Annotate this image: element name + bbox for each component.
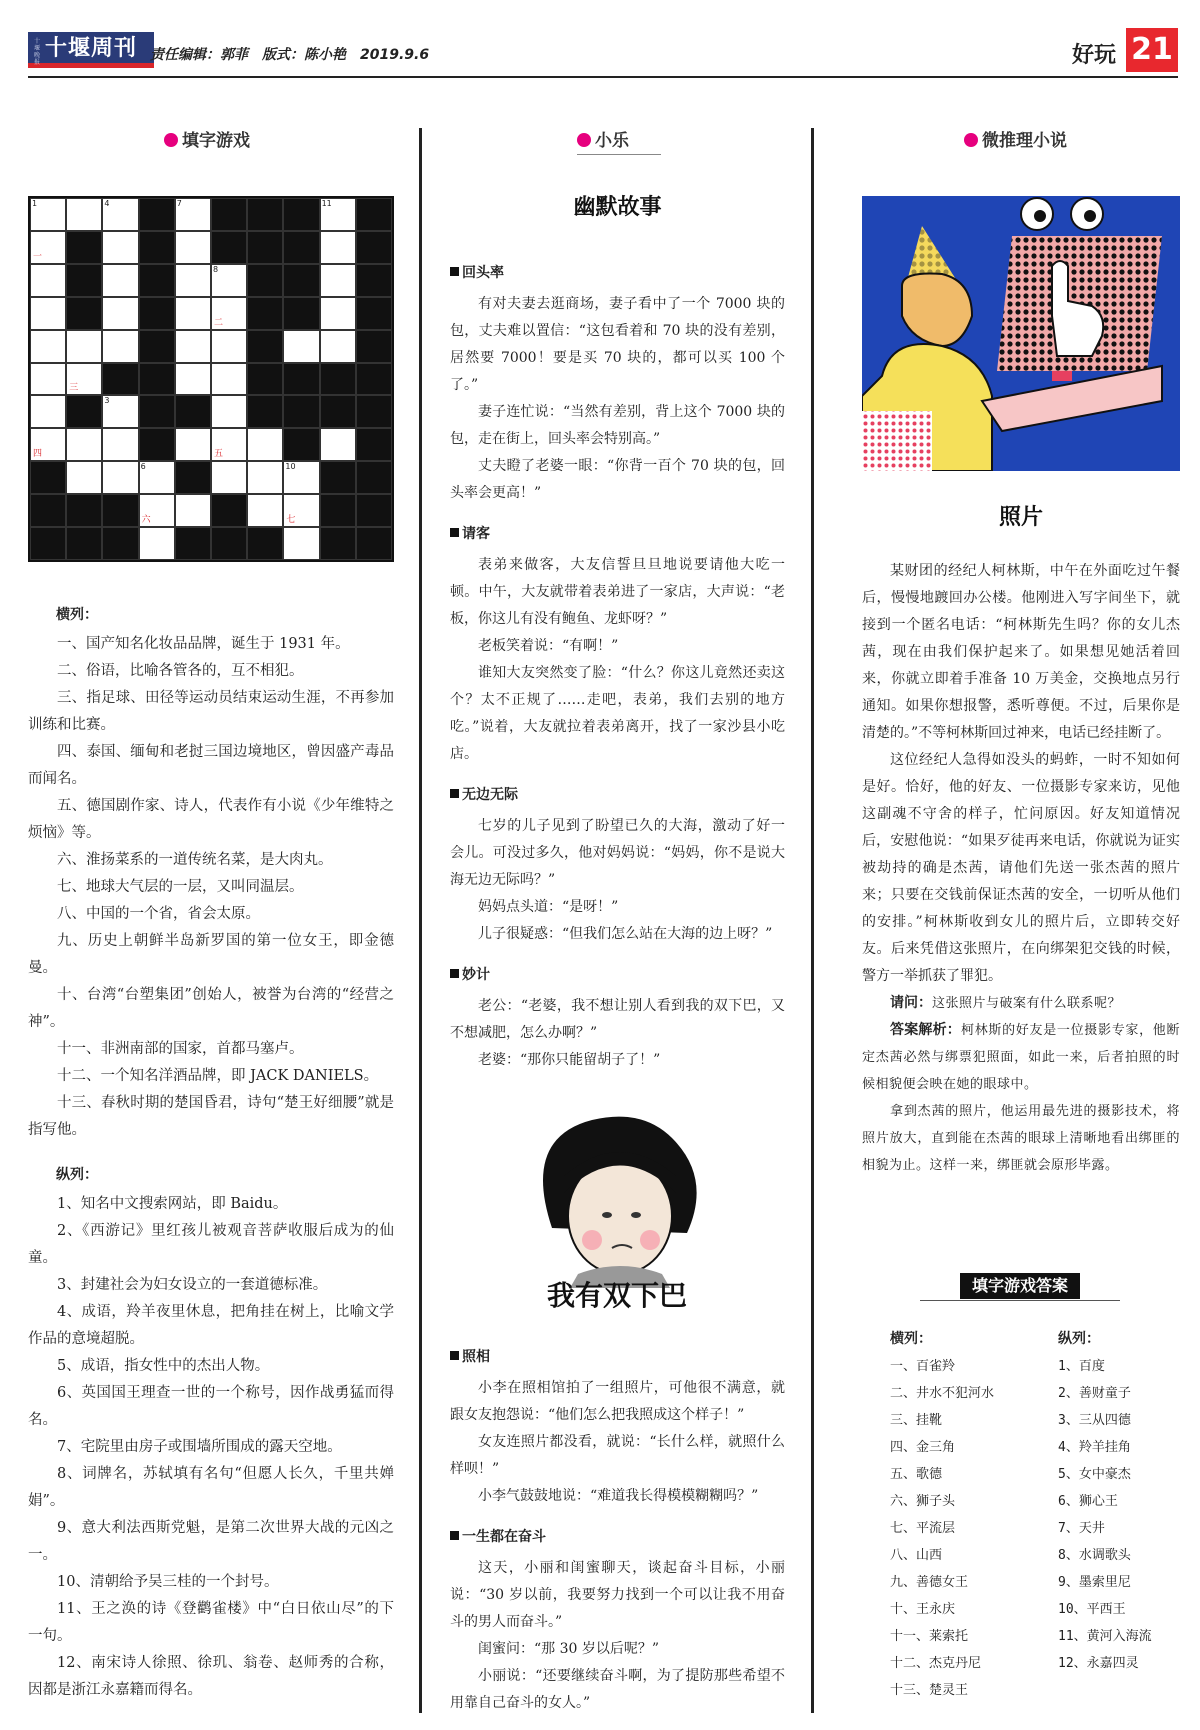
down-clue: 9、意大利法西斯党魁，是第二次世界大战的元凶之一。 <box>28 1520 394 1563</box>
down-clue: 12、南宋诗人徐照、徐玑、翁卷、赵师秀的合称，因都是浙江永嘉籍而得名。 <box>28 1655 394 1698</box>
crossword-cell <box>247 363 283 396</box>
crossword-cell <box>356 363 392 396</box>
crossword-clues <box>28 602 394 1704</box>
crossword-cell <box>139 395 175 428</box>
crossword-cell <box>139 297 175 330</box>
story-paragraph: 老板笑着说：“有啊！” <box>478 638 619 654</box>
across-clue: 四、泰国、缅甸和老挝三国边境地区，曾因盛产毒品而闻名。 <box>28 744 394 787</box>
crossword-cell[interactable] <box>102 264 138 297</box>
crossword-cell <box>356 395 392 428</box>
crossword-cell[interactable] <box>102 461 138 494</box>
crossword-cell[interactable] <box>320 198 356 231</box>
crossword-cell[interactable] <box>66 363 102 396</box>
humor-stories-top <box>450 246 785 1074</box>
crossword-cell <box>30 527 66 560</box>
story-heading: 一生都在奋斗 <box>450 1524 785 1551</box>
crossword-cell <box>102 363 138 396</box>
answer-item: 十一、莱索托 <box>890 1629 969 1644</box>
crossword-cell[interactable] <box>175 363 211 396</box>
crossword-cell <box>139 363 175 396</box>
cell-number: 6 <box>140 462 146 472</box>
crossword-cell <box>139 264 175 297</box>
section-head-crossword: 填字游戏 <box>164 126 250 152</box>
story-paragraph: 小李在照相馆拍了一组照片，可他很不满意，就跟女友抱怨说：“他们怎么把我照成这个样子！” <box>450 1380 785 1423</box>
story-heading: 照相 <box>450 1344 785 1371</box>
masthead <box>28 32 1178 80</box>
crossword-cell[interactable] <box>66 461 102 494</box>
crossword-cell <box>139 198 175 231</box>
cell-clue-label: 三 <box>69 383 79 394</box>
crossword-cell[interactable] <box>320 264 356 297</box>
crossword-cell <box>66 494 102 527</box>
cell-number: 11 <box>321 199 332 208</box>
answer-item: 8、水调歌头 <box>1058 1548 1131 1563</box>
cell-number: 10 <box>285 462 296 472</box>
crossword-cell[interactable] <box>211 428 247 461</box>
crossword-cell <box>66 231 102 264</box>
masthead-rule <box>28 76 1178 78</box>
crossword-cell <box>320 494 356 527</box>
answers-across: 横列： 一、百雀羚 二、井水不犯河水 三、挂靴 四、金三角 五、歌德 六、狮子头 七、平流层 八、山西 九、善德女王 十、王永庆 十一、莱索托 十二、杰克丹尼 十三、楚灵王 <box>890 1326 1055 1704</box>
crossword-cell[interactable] <box>102 428 138 461</box>
down-clue: 3、封建社会为妇女设立的一套道德标准。 <box>57 1277 328 1293</box>
cell-number: 4 <box>104 199 110 208</box>
answer-paragraph: 答案解析：柯林斯的好友是一位摄影专家，他断定杰茜必然与绑票犯照面，如此一来，后者拍照的时候相貌便会映在她的眼球中。 <box>862 1022 1180 1092</box>
crossword-cell <box>175 395 211 428</box>
across-list <box>28 631 394 1144</box>
story-paragraph: 七岁的儿子见到了盼望已久的大海，激动了好一会儿。可没过多久，他对妈妈说：“妈妈，你不是说大海无边无际吗？” <box>450 818 785 888</box>
cell-number: 1 <box>32 199 38 208</box>
answer-item: 5、女中豪杰 <box>1058 1467 1131 1482</box>
crossword-cell <box>356 461 392 494</box>
crossword-cell <box>66 297 102 330</box>
crossword-cell <box>356 198 392 231</box>
crossword-cell <box>356 297 392 330</box>
crossword-cell[interactable] <box>30 297 66 330</box>
cell-clue-label: 七 <box>286 515 296 526</box>
answer-item: 1、百度 <box>1058 1359 1105 1374</box>
down-clue: 6、英国国王理查一世的一个称号，因作战勇猛而得名。 <box>28 1385 394 1428</box>
story-paragraph: 闺蜜问：“那 30 岁以后呢？” <box>478 1641 660 1657</box>
crossword-cell <box>211 527 247 560</box>
answer-item: 三、挂靴 <box>890 1413 943 1428</box>
crossword-cell[interactable] <box>211 363 247 396</box>
down-title: 纵列： <box>56 1167 98 1183</box>
crossword-cell[interactable] <box>211 297 247 330</box>
story-paragraph: 老公：“老婆，我不想让别人看到我的双下巴，又不想减肥，怎么办啊？” <box>450 998 785 1041</box>
answer-item: 十三、楚灵王 <box>890 1683 969 1698</box>
square-bullet-icon <box>450 789 459 798</box>
crossword-cell[interactable] <box>211 395 247 428</box>
section-head-mystery: 微推理小说 <box>964 126 1067 152</box>
crossword-cell[interactable] <box>102 395 138 428</box>
answer-item: 二、井水不犯河水 <box>890 1386 995 1401</box>
crossword-cell <box>283 395 319 428</box>
down-clue: 7、宅院里由房子或围墙所围成的露天空地。 <box>57 1439 342 1455</box>
crossword-cell <box>139 330 175 363</box>
cell-number: 7 <box>176 199 182 208</box>
answer-item: 6、狮心王 <box>1058 1494 1118 1509</box>
crossword-cell <box>283 297 319 330</box>
cell-clue-label: 五 <box>214 449 224 460</box>
down-clue: 10、清朝给予吴三桂的一个封号。 <box>57 1574 279 1590</box>
bullet-icon <box>964 133 978 147</box>
crossword-cell <box>283 363 319 396</box>
crossword-cell[interactable] <box>211 461 247 494</box>
story-paragraph: 小丽说：“还要继续奋斗啊，为了提防那些希望不用靠自己奋斗的女人。” <box>450 1668 785 1711</box>
crossword-cell <box>175 527 211 560</box>
crossword-cell[interactable] <box>211 330 247 363</box>
answer-item: 七、平流层 <box>890 1521 956 1536</box>
bullet-icon <box>577 133 591 147</box>
crossword-cell[interactable] <box>175 297 211 330</box>
down-clue: 5、成语，指女性中的杰出人物。 <box>57 1358 270 1374</box>
crossword-cell <box>320 363 356 396</box>
across-clue: 五、德国剧作家、诗人，代表作有小说《少年维特之烦恼》等。 <box>28 798 394 841</box>
story-heading: 妙计 <box>450 962 785 989</box>
crossword-cell[interactable] <box>320 428 356 461</box>
meme-illustration <box>512 1098 722 1316</box>
answer-item: 7、天井 <box>1058 1521 1105 1536</box>
answer-item: 3、三从四德 <box>1058 1413 1131 1428</box>
column-divider <box>811 128 814 1713</box>
mystery-body <box>862 558 1180 1179</box>
crossword-cell <box>211 231 247 264</box>
newspaper-logo <box>28 32 154 68</box>
answer-item: 八、山西 <box>890 1548 943 1563</box>
crossword-cell[interactable] <box>66 428 102 461</box>
crossword-cell <box>211 198 247 231</box>
crossword-cell[interactable] <box>66 330 102 363</box>
mystery-paragraphs <box>862 558 1180 990</box>
crossword-cell <box>320 527 356 560</box>
crossword-cell[interactable] <box>247 461 283 494</box>
answer-item: 五、歌德 <box>890 1467 943 1482</box>
section-head-humor: 小乐 <box>577 126 661 152</box>
crossword-cell[interactable] <box>175 428 211 461</box>
crossword-cell[interactable] <box>247 494 283 527</box>
crossword-cell <box>175 461 211 494</box>
across-clue: 七、地球大气层的一层，又叫同温层。 <box>57 879 304 895</box>
across-title: 横列： <box>56 607 98 623</box>
across-clue: 十二、一个知名洋酒品牌，即 JACK DANIELS。 <box>57 1068 379 1084</box>
across-clue: 十、台湾“台塑集团”创始人，被誉为台湾的“经营之神”。 <box>28 987 394 1030</box>
down-clue: 2、《西游记》里红孩儿被观音菩萨收服后成为的仙童。 <box>28 1223 394 1266</box>
cell-clue-label: 二 <box>214 317 224 328</box>
story-heading: 无边无际 <box>450 782 785 809</box>
crossword-cell <box>66 264 102 297</box>
mystery-answer <box>862 1017 1180 1179</box>
mystery-paragraph: 这位经纪人急得如没头的蚂蚱，一时不知如何是好。恰好，他的好友、一位摄影专家来访，见他这副魂不守舍的样子，忙问原因。好友知道情况后，安慰他说：“如果歹徒再来电话，你就说为证实被劫持的确是杰茜，请他们先送一张杰茜的照片来；只要在交钱前保证杰茜的安全，一切听从他们的安排。”柯林斯收到女儿的照片后，立即转交好友。后来凭借这张照片，在向绑架犯交钱的时候，警方一举抓获了罪犯。 <box>862 752 1180 984</box>
answers-heading: 填字游戏答案 <box>920 1273 1120 1301</box>
crossword-cell[interactable] <box>139 461 175 494</box>
down-list <box>28 1191 394 1704</box>
crossword-cell[interactable] <box>283 494 319 527</box>
across-clue: 二、俗语，比喻各管各的，互不相犯。 <box>57 663 304 679</box>
cell-clue-label: 一 <box>33 251 43 262</box>
crossword-cell <box>211 494 247 527</box>
story-paragraph: 女友连照片都没看，就说：“长什么样，就照什么样呗！” <box>450 1434 785 1477</box>
across-clue: 一、国产知名化妆品品牌，诞生于 1931 年。 <box>57 636 350 652</box>
crossword-cell[interactable] <box>66 198 102 231</box>
crossword-cell[interactable] <box>320 231 356 264</box>
across-clue: 九、历史上朝鲜半岛新罗国的第一位女王，即金德曼。 <box>28 933 394 976</box>
answer-item: 十、王永庆 <box>890 1602 956 1617</box>
crossword-cell[interactable] <box>30 198 66 231</box>
section-name: 好玩 <box>1071 43 1116 68</box>
story-paragraph: 妻子连忙说：“当然有差别，背上这个 7000 块的包，走在街上，回头率会特别高。” <box>450 404 785 447</box>
square-bullet-icon <box>450 969 459 978</box>
answer-item: 一、百雀羚 <box>890 1359 956 1374</box>
story-paragraph: 小李气鼓鼓地说：“难道我长得模模糊糊吗？” <box>478 1488 759 1504</box>
crossword-cell[interactable] <box>175 264 211 297</box>
editor-line: 责任编辑：郭菲 版式：陈小艳 2019.9.6 <box>150 47 430 63</box>
crossword-cell <box>102 494 138 527</box>
logo-side-text: 十堰晚报 <box>33 38 40 66</box>
down-clue: 4、成语，羚羊夜里休息，把角挂在树上，比喻文学作品的意境超脱。 <box>28 1304 394 1347</box>
answer-item: 10、平西王 <box>1058 1602 1126 1617</box>
crossword-cell <box>139 428 175 461</box>
crossword-cell <box>356 428 392 461</box>
cell-clue-label: 六 <box>141 515 151 526</box>
crossword-cell[interactable] <box>102 231 138 264</box>
crossword-cell <box>356 527 392 560</box>
crossword-cell <box>247 330 283 363</box>
across-clue: 十一、非洲南部的国家，首都马塞卢。 <box>57 1041 304 1057</box>
mystery-illustration <box>862 196 1180 471</box>
crossword-cell[interactable] <box>211 264 247 297</box>
crossword-cell <box>66 527 102 560</box>
crossword-cell[interactable] <box>30 363 66 396</box>
story-paragraph: 这天，小丽和闺蜜聊天，谈起奋斗目标，小丽说：“30 岁以前，我要努力找到一个可以让我不用奋斗的男人而奋斗。” <box>450 1560 785 1630</box>
across-clue: 三、指足球、田径等运动员结束运动生涯，不再参加训练和比赛。 <box>28 690 394 733</box>
square-bullet-icon <box>450 1531 459 1540</box>
across-clue: 六、淮扬菜系的一道传统名菜，是大肉丸。 <box>57 852 333 868</box>
crossword-cell <box>320 395 356 428</box>
crossword-cell[interactable] <box>102 198 138 231</box>
answer-item: 九、善德女王 <box>890 1575 969 1590</box>
crossword-cell <box>139 231 175 264</box>
crossword-cell[interactable] <box>102 330 138 363</box>
humor-title: 幽默故事 <box>573 194 662 220</box>
crossword-cell[interactable] <box>30 264 66 297</box>
bullet-icon <box>164 133 178 147</box>
crossword-cell <box>247 297 283 330</box>
crossword-cell[interactable] <box>102 297 138 330</box>
story-paragraph: 丈夫瞪了老婆一眼：“你背一百个 70 块的包，回头率会更高！” <box>450 458 785 501</box>
crossword-cell[interactable] <box>175 494 211 527</box>
mystery-paragraph: 某财团的经纪人柯林斯，中午在外面吃过午餐后，慢慢地踱回办公楼。他刚进入写字间坐下，就接到一个匿名电话：“柯林斯先生吗？你的女儿杰茜，现在由我们保护起来了。如果想见她活着回来，你就立即着手准备 10 万美金，交换地点另行通知。如果你想报警，悉听尊便。不过，后果你是清楚的。”不等柯林斯回过神来，电话已经挂断了。 <box>862 563 1180 741</box>
crossword-cell <box>30 461 66 494</box>
crossword-cell <box>247 198 283 231</box>
square-bullet-icon <box>450 1351 459 1360</box>
crossword-cell[interactable] <box>320 297 356 330</box>
answer-item: 2、善财童子 <box>1058 1386 1131 1401</box>
crossword-cell[interactable] <box>30 231 66 264</box>
crossword-cell[interactable] <box>283 461 319 494</box>
mystery-title: 照片 <box>998 504 1043 530</box>
answer-item: 四、金三角 <box>890 1440 956 1455</box>
crossword-cell[interactable] <box>139 494 175 527</box>
answer-paragraph: 拿到杰茜的照片，他运用最先进的摄影技术，将照片放大，直到能在杰茜的眼球上清晰地看出绑匪的相貌为止。这样一来，绑匪就会原形毕露。 <box>862 1104 1180 1173</box>
answer-item: 六、狮子头 <box>890 1494 956 1509</box>
story-paragraph: 妈妈点头道：“是呀！” <box>478 899 619 915</box>
square-bullet-icon <box>450 267 459 276</box>
story-paragraph: 谁知大友突然变了脸：“什么？你这儿竟然还卖这个？太不正规了……走吧，表弟，我们去别的地方吃。”说着，大友就拉着表弟离开，找了一家沙县小吃店。 <box>450 665 785 762</box>
crossword-grid <box>28 196 394 562</box>
answer-item: 4、羚羊挂角 <box>1058 1440 1131 1455</box>
page-number: 21 <box>1126 28 1178 72</box>
crossword-cell <box>320 461 356 494</box>
down-clue: 8、词牌名，苏轼填有名句“但愿人长久，千里共婵娟”。 <box>28 1466 394 1509</box>
square-bullet-icon <box>450 528 459 537</box>
crossword-cell[interactable] <box>247 428 283 461</box>
crossword-cell <box>283 231 319 264</box>
mystery-question: 请问：这张照片与破案有什么联系呢？ <box>890 995 1122 1011</box>
crossword-cell <box>247 231 283 264</box>
crossword-cell <box>66 395 102 428</box>
crossword-cell <box>247 264 283 297</box>
answers-down: 纵列： 1、百度 2、善财童子 3、三从四德 4、羚羊挂角 5、女中豪杰 6、狮心王 7、天井 8、水调歌头 9、墨索里尼 10、平西王 11、黄河入海流 12、永嘉四灵 <box>1058 1326 1183 1677</box>
meme-caption: 我有双下巴 <box>546 1279 687 1312</box>
story-paragraph: 表弟来做客，大友信誓旦旦地说要请他大吃一顿。中午，大友就带着表弟进了一家店，大声说：“老板，你这儿有没有鲍鱼、龙虾呀？” <box>450 557 785 627</box>
crossword-cell[interactable] <box>30 428 66 461</box>
answer-item: 12、永嘉四灵 <box>1058 1656 1139 1671</box>
cell-number: 8 <box>213 264 219 274</box>
crossword-cell <box>247 395 283 428</box>
story-paragraph: 老婆：“那你只能留胡子了！” <box>478 1052 661 1068</box>
logo-text: 十堰周刊 <box>44 35 137 61</box>
crossword-cell <box>356 264 392 297</box>
crossword-cell <box>356 494 392 527</box>
crossword-cell <box>283 198 319 231</box>
crossword-cell[interactable] <box>283 527 319 560</box>
crossword-cell[interactable] <box>175 330 211 363</box>
crossword-cell <box>356 330 392 363</box>
crossword-cell[interactable] <box>175 231 211 264</box>
crossword-cell[interactable] <box>139 527 175 560</box>
crossword-cell <box>30 494 66 527</box>
crossword-cell[interactable] <box>175 198 211 231</box>
crossword-cell[interactable] <box>30 330 66 363</box>
answer-item: 9、墨索里尼 <box>1058 1575 1131 1590</box>
down-clue: 11、王之涣的诗《登鹳雀楼》中“白日依山尽”的下一句。 <box>28 1601 394 1644</box>
across-clue: 十三、春秋时期的楚国昏君，诗句“楚王好细腰”就是指写他。 <box>28 1095 394 1138</box>
story-paragraph: 有对夫妻去逛商场，妻子看中了一个 7000 块的包，丈夫难以置信：“这包看着和 70 块的没有差别，居然要 7000！要是买 70 块的，都可以买 100 个了。” <box>450 296 785 393</box>
answer-item: 11、黄河入海流 <box>1058 1629 1152 1644</box>
crossword-cell <box>283 428 319 461</box>
story-heading: 回头率 <box>450 260 785 287</box>
across-clue: 八、中国的一个省，省会太原。 <box>57 906 260 922</box>
humor-stories-bottom <box>450 1330 785 1717</box>
crossword-cell <box>356 231 392 264</box>
story-heading: 请客 <box>450 521 785 548</box>
crossword-cell <box>247 527 283 560</box>
crossword-cell[interactable] <box>30 395 66 428</box>
down-clue: 1、知名中文搜索网站，即 Baidu。 <box>57 1196 288 1212</box>
cell-number: 3 <box>104 396 110 406</box>
column-divider <box>419 128 422 1713</box>
detective-screen-icon <box>862 196 1180 471</box>
crossword-cell[interactable] <box>283 330 319 363</box>
crossword-cell <box>102 527 138 560</box>
meme-face-icon <box>512 1098 722 1288</box>
cell-clue-label: 四 <box>33 449 43 460</box>
crossword-cell[interactable] <box>320 330 356 363</box>
answer-item: 十二、杰克丹尼 <box>890 1656 982 1671</box>
crossword-cell <box>283 264 319 297</box>
story-paragraph: 儿子很疑惑：“但我们怎么站在大海的边上呀？” <box>478 926 773 942</box>
